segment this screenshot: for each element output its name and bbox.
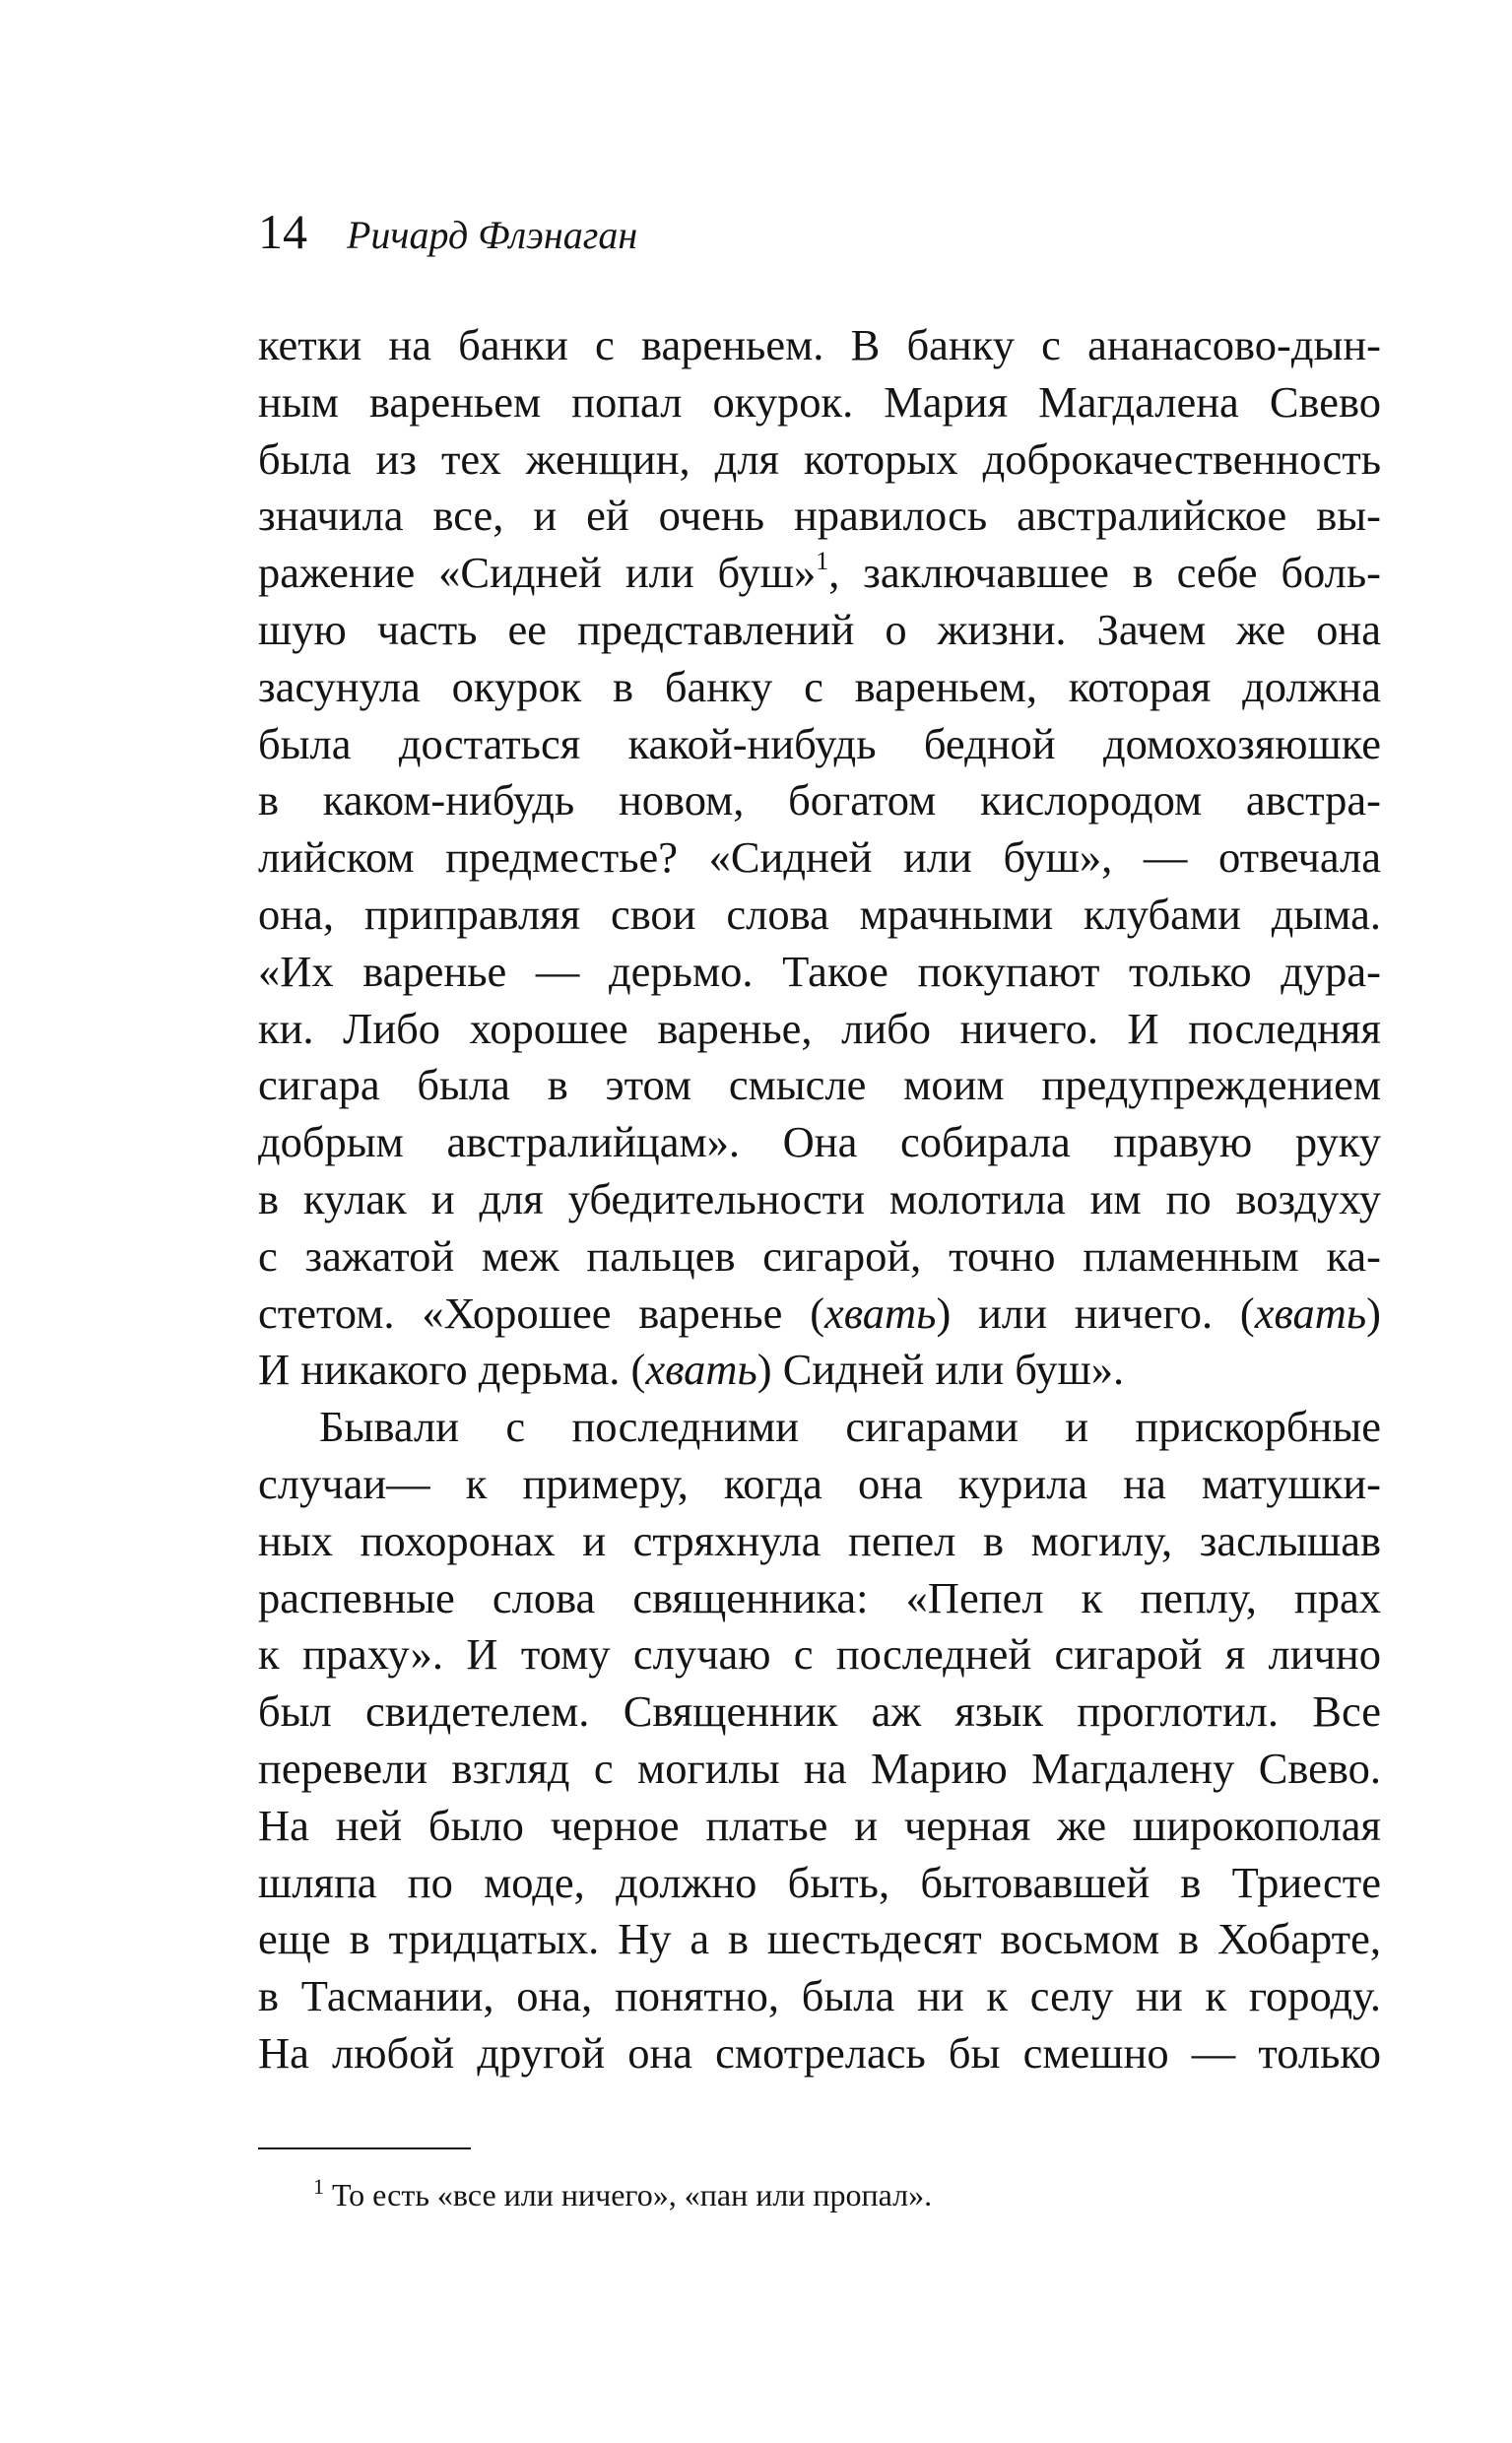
text-fragment: И никакого дерьма. ( — [258, 1345, 646, 1395]
text-line: «Их варенье — дерьмо. Такое покупают только дура- — [258, 946, 1381, 996]
text-line: в Тасмании, она, понятно, была ни к селу ни к городу. — [258, 1971, 1381, 2021]
text-line: случаи— к примеру, когда она курила на матушки- — [258, 1458, 1381, 1508]
text-line: к праху». И тому случаю с последней сигарой я лично — [258, 1629, 1381, 1680]
page-header — [258, 197, 637, 266]
text-fragment: ) Сидней или буш». — [756, 1345, 1125, 1395]
text-line: в каком-нибудь новом, богатом кислородом австра- — [258, 775, 1381, 825]
footnote-reference: 1 — [816, 547, 829, 576]
footnote — [313, 2173, 932, 2216]
text-line: была из тех женщин, для которых доброкачественность — [258, 433, 1381, 484]
text-fragment: , заключавшее в себе боль- — [828, 548, 1381, 598]
text-line: На ней было черное платье и черная же широкополая — [258, 1800, 1381, 1850]
text-line: шую часть ее представлений о жизни. Зачем же она — [258, 604, 1381, 654]
text-line: еще в тридцатых. Ну а в шестьдесят восьмом в Хобарте, — [258, 1914, 1381, 1964]
footnote-text: То есть «все или ничего», «пан или пропал». — [332, 2177, 933, 2212]
text-line: был свидетелем. Священник аж язык проглотил. Все — [258, 1686, 1381, 1737]
text-line: сигара была в этом смысле моим предупреждением — [258, 1060, 1381, 1110]
text-line — [258, 1342, 1381, 1399]
italic-word: хвать — [1254, 1288, 1367, 1338]
footnote-mark: 1 — [313, 2174, 324, 2199]
text-line: была достаться какой-нибудь бедной домохозяюшке — [258, 718, 1381, 768]
italic-word: хвать — [824, 1288, 937, 1338]
text-line: кетки на банки с вареньем. В банку с ананасово-дын- — [258, 320, 1381, 369]
text-line: лийском предместье? «Сидней или буш», — отвечала — [258, 832, 1381, 883]
text-line: ных похоронах и стряхнула пепел в могилу, заслышав — [258, 1515, 1381, 1565]
text-line: добрым австралийцам». Она собирала правую руку — [258, 1117, 1381, 1167]
page-number: 14 — [258, 204, 307, 259]
text-fragment: стетом. «Хорошее варенье ( — [258, 1288, 825, 1338]
text-line: ки. Либо хорошее варенье, либо ничего. И последняя — [258, 1003, 1381, 1053]
footnote-divider — [258, 2147, 471, 2149]
text-line — [258, 545, 1381, 602]
text-fragment: ) или ничего. ( — [936, 1288, 1255, 1338]
text-line — [258, 1286, 1381, 1343]
text-line: она, приправляя свои слова мрачными клубами дыма. — [258, 889, 1381, 939]
text-line: ным вареньем попал окурок. Мария Магдалена Свево — [258, 376, 1381, 427]
italic-word: хвать — [645, 1345, 757, 1395]
text-line: шляпа по моде, должно быть, бытовавшей в Триесте — [258, 1857, 1381, 1907]
paragraph-first-line: Бывали с последними сигарами и прискорбные — [319, 1402, 1381, 1452]
text-line: в кулак и для убедительности молотила им по воздуху — [258, 1173, 1381, 1223]
text-line: перевели взгляд с могилы на Марию Магдалену Свево. — [258, 1743, 1381, 1793]
text-line: распевные слова священника: «Пепел к пеплу, прах — [258, 1572, 1381, 1622]
text-line: с зажатой меж пальцев сигарой, точно пламенным ка- — [258, 1230, 1381, 1281]
text-fragment: ражение «Сидней или буш» — [258, 548, 817, 598]
text-line: значила все, и ей очень нравилось австралийское вы- — [258, 491, 1381, 541]
running-head-author: Ричард Флэнаган — [347, 213, 638, 257]
text-line: На любой другой она смотрелась бы смешно — только — [258, 2027, 1381, 2078]
text-line: засунула окурок в банку с вареньем, которая должна — [258, 661, 1381, 711]
text-fragment: ) — [1366, 1288, 1381, 1338]
body-text — [258, 317, 1381, 2082]
